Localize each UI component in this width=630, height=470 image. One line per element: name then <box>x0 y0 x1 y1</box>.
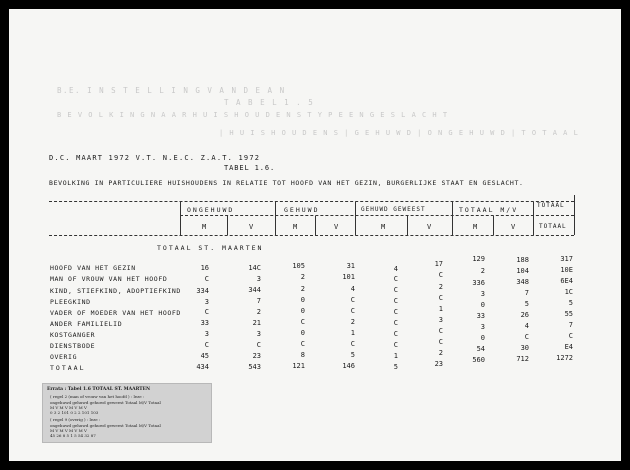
cell: 0 <box>300 296 305 304</box>
table-top-rule <box>49 201 574 202</box>
row-label: KIND, STIEFKIND, ADOPTIEFKIND <box>50 287 181 295</box>
cell: 26 <box>520 311 529 319</box>
cell: 0 <box>300 307 305 315</box>
subheader-v: V <box>427 223 433 231</box>
cell: 3 <box>204 298 209 306</box>
cell: C <box>393 308 398 316</box>
cell: 33 <box>476 312 485 320</box>
cell: 31 <box>346 262 355 270</box>
column-divider <box>275 202 276 235</box>
cell: 8 <box>300 351 305 359</box>
cell: 7 <box>524 289 529 297</box>
row-label: KOSTGANGER <box>50 331 96 339</box>
cell: 16 <box>200 264 209 272</box>
cell: C <box>393 297 398 305</box>
cell: 104 <box>516 267 529 275</box>
cell: 5 <box>568 299 573 307</box>
cell: 7 <box>256 297 261 305</box>
cell: 1272 <box>556 354 573 362</box>
subcolumn-divider <box>315 216 316 235</box>
cell: 23 <box>434 360 443 368</box>
cell: 1 <box>393 352 398 360</box>
cell: 105 <box>292 262 305 270</box>
ghost-line: B.E. I N S T E L L I N G V A N D E A N <box>57 86 286 95</box>
column-divider <box>574 195 575 235</box>
cell: 6E4 <box>560 277 573 285</box>
subheader-v: V <box>334 223 340 231</box>
column-group-totaal: TOTAAL <box>537 202 565 209</box>
subcolumn-divider <box>227 216 228 235</box>
ghost-line: B E V O L K I N G N A A R H U I S H O U D E N S T Y P E E N G E S L A C H T <box>57 111 449 119</box>
cell: 2 <box>256 308 261 316</box>
cell: 3 <box>204 330 209 338</box>
cell: 146 <box>342 362 355 370</box>
errata-line: M V M V M V M V <box>50 428 87 433</box>
cell: 7 <box>568 321 573 329</box>
cell: 348 <box>516 278 529 286</box>
column-group-gehuwd: GEHUWD <box>284 206 320 214</box>
cell: C <box>350 307 355 315</box>
cell: 23 <box>252 352 261 360</box>
cell: E4 <box>564 343 573 351</box>
errata-line: ( regel 2 (man of vrouw van het hoofd ) : leze : <box>50 394 145 399</box>
cell: 3 <box>480 323 485 331</box>
row-label: DIENSTBODE <box>50 342 96 350</box>
cell: 4 <box>524 322 529 330</box>
cell: C <box>393 275 398 283</box>
cell: 5 <box>350 351 355 359</box>
table-number: TABEL 1.6. <box>224 164 276 172</box>
cell: 344 <box>248 286 261 294</box>
ghost-line: T A B E L 1 . 5 <box>224 98 315 107</box>
cell: C <box>438 327 443 335</box>
errata-line: ongehuwd gehuwd gehuwd geweest Totaal M/V Totaal <box>50 423 161 428</box>
cell: 1C <box>564 288 573 296</box>
errata-line: M V M V M V M V <box>50 405 87 410</box>
row-label: MAN OF VROUW VAN HET HOOFD <box>50 275 168 283</box>
cell: C <box>524 333 529 341</box>
cell: 2 <box>300 273 305 281</box>
subheader-m: M <box>473 223 479 231</box>
cell: 101 <box>342 273 355 281</box>
source-line: D.C. MAART 1972 V.T. N.E.C. Z.A.T. 1972 <box>49 154 261 162</box>
row-label: HOOFD VAN HET GEZIN <box>50 264 136 272</box>
cell: C <box>438 271 443 279</box>
subheader-v: V <box>511 223 517 231</box>
column-group-gehuwd-geweest: GEHUWD GEWEEST <box>361 206 426 213</box>
cell: 21 <box>252 319 261 327</box>
document-page <box>9 9 621 461</box>
cell: 5 <box>393 363 398 371</box>
cell: C <box>204 341 209 349</box>
cell: 336 <box>472 279 485 287</box>
cell: 1 <box>438 305 443 313</box>
cell: 121 <box>292 362 305 370</box>
row-label: VADER OF MOEDER VAN HET HOOFD <box>50 309 181 317</box>
errata-title: Errata : Tabel 1.6 TOTAAL ST. MAARTEN <box>47 387 151 392</box>
cell: 317 <box>560 255 573 263</box>
cell: C <box>300 318 305 326</box>
subcolumn-divider <box>493 216 494 235</box>
cell: 1 <box>350 329 355 337</box>
errata-line: ongehuwd gehuwd gehuwd geweest Totaal M/V Totaal <box>50 400 161 405</box>
row-label: OVERIG <box>50 353 78 361</box>
cell: 45 <box>200 352 209 360</box>
cell: C <box>256 341 261 349</box>
subheader-m: M <box>293 223 299 231</box>
cell: 0 <box>300 329 305 337</box>
cell: C <box>204 308 209 316</box>
errata-line: 0 3 2 101 0 2 2 101 103 <box>50 410 99 415</box>
column-group-totaal-mv: TOTAAL M/V <box>459 206 519 214</box>
cell: C <box>438 338 443 346</box>
cell: 188 <box>516 256 529 264</box>
cell: C <box>393 319 398 327</box>
cell: 55 <box>564 310 573 318</box>
cell: C <box>393 330 398 338</box>
subcolumn-divider <box>407 216 408 235</box>
cell: C <box>438 294 443 302</box>
cell: 17 <box>434 260 443 268</box>
cell: C <box>350 340 355 348</box>
errata-line: ( regel 9 (overig ) : leze : <box>50 417 101 422</box>
cell: 543 <box>248 363 261 371</box>
cell: 4 <box>393 265 398 273</box>
cell: 129 <box>472 255 485 263</box>
cell: 334 <box>196 287 209 295</box>
cell: C <box>204 275 209 283</box>
cell: C <box>568 332 573 340</box>
cell: 54 <box>476 345 485 353</box>
table-title: BEVOLKING IN PARTICULIERE HUISHOUDENS IN RELATIE TOT HOOFD VAN HET GEZIN, BURGERLIJKE STAAT EN GESLACHT. <box>49 179 524 187</box>
cell: 33 <box>200 319 209 327</box>
row-label: PLEEGKIND <box>50 298 91 306</box>
cell: 5 <box>524 300 529 308</box>
header-bottom-rule <box>49 235 574 236</box>
cell: 2 <box>438 349 443 357</box>
cell: 10E <box>560 266 573 274</box>
cell: C <box>300 340 305 348</box>
cell: 3 <box>480 290 485 298</box>
column-divider <box>355 202 356 235</box>
column-divider <box>533 202 534 235</box>
cell: 2 <box>480 267 485 275</box>
cell: 14C <box>248 264 261 272</box>
cell: 3 <box>256 330 261 338</box>
ghost-line: | H U I S H O U D E N S | G E H U W D | O N G E H U W D | T O T A A L <box>219 129 579 137</box>
row-label-totaal: TOTAAL <box>50 364 86 372</box>
cell: 434 <box>196 363 209 371</box>
errata-line: 45 26 8 5 1 5 54 32 87 <box>50 433 96 438</box>
cell: 2 <box>350 318 355 326</box>
cell: 4 <box>350 285 355 293</box>
subheader-totaal: TOTAAL <box>539 223 567 230</box>
cell: 712 <box>516 355 529 363</box>
cell: C <box>393 286 398 294</box>
section-label: TOTAAL ST. MAARTEN <box>157 244 264 252</box>
cell: 0 <box>480 301 485 309</box>
column-group-ongehuwd: ONGEHUWD <box>187 206 235 214</box>
subheader-m: M <box>381 223 387 231</box>
column-divider <box>180 202 181 235</box>
cell: 560 <box>472 356 485 364</box>
row-label: ANDER FAMILIELID <box>50 320 123 328</box>
subheader-m: M <box>202 223 208 231</box>
cell: C <box>350 296 355 304</box>
cell: 2 <box>300 285 305 293</box>
group-header-rule <box>180 215 574 216</box>
cell: C <box>393 341 398 349</box>
subheader-v: V <box>249 223 255 231</box>
cell: 0 <box>480 334 485 342</box>
cell: 2 <box>438 283 443 291</box>
cell: 3 <box>256 275 261 283</box>
cell: 3 <box>438 316 443 324</box>
errata-slip <box>42 383 212 443</box>
cell: 30 <box>520 344 529 352</box>
column-divider <box>452 202 453 235</box>
